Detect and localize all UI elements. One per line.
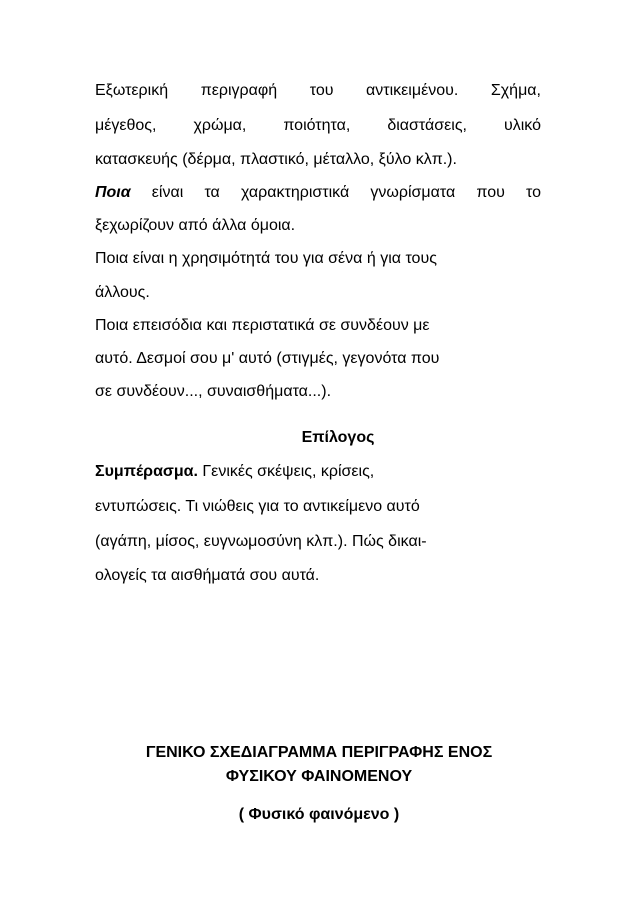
paragraph-line: εντυπώσεις. Τι νιώθεις για το αντικείμενο αυτό xyxy=(95,498,420,515)
paragraph-line xyxy=(95,462,374,482)
outline-title-line1: ΓΕΝΙΚΟ ΣΧΕΔΙΑΓΡΑΜΜΑ ΠΕΡΙΓΡΑΦΗΣ ΕΝΟΣ xyxy=(145,744,493,761)
paragraph-line: αυτό. Δεσμοί σου μ' αυτό (στιγμές, γεγονότα που xyxy=(95,350,440,367)
paragraph-line: κατασκευής (δέρμα, πλαστικό, μέταλλο, ξύλο κλπ.). xyxy=(95,151,457,168)
paragraph-line xyxy=(95,183,541,203)
emphasis-text: Ποια xyxy=(95,184,131,201)
outline-title-line2: ΦΥΣΙΚΟΥ ΦΑΙΝΟΜΕΝΟΥ xyxy=(225,768,413,785)
paragraph-line: Ποια είναι η χρησιμότητά του για σένα ή για τους xyxy=(95,250,437,267)
paragraph-line: Εξωτερική περιγραφή του αντικειμένου. Σχήμα, xyxy=(95,82,541,99)
paragraph-line: Ποια επεισόδια και περιστατικά σε συνδέουν με xyxy=(95,317,430,334)
paragraph-line: μέγεθος, χρώμα, ποιότητα, διαστάσεις, υλικό xyxy=(95,117,541,134)
paragraph-line: ξεχωρίζουν από άλλα όμοια. xyxy=(95,217,296,234)
outline-subtitle: ( Φυσικό φαινόμενο ) xyxy=(238,806,400,823)
conclusion-label: Συμπέρασμα. xyxy=(95,463,198,480)
paragraph-line: σε συνδέουν..., συναισθήματα...). xyxy=(95,383,332,400)
paragraph-line: άλλους. xyxy=(95,284,150,301)
epilogue-heading: Επίλογος xyxy=(301,429,375,446)
paragraph-text: είναι τα χαρακτηριστικά γνωρίσματα που το xyxy=(130,184,541,201)
paragraph-text: Γενικές σκέψεις, κρίσεις, xyxy=(197,463,375,480)
paragraph-line: ολογείς τα αισθήματά σου αυτά. xyxy=(95,567,320,584)
paragraph-line: (αγάπη, μίσος, ευγνωμοσύνη κλπ.). Πώς δικαι- xyxy=(95,533,427,550)
